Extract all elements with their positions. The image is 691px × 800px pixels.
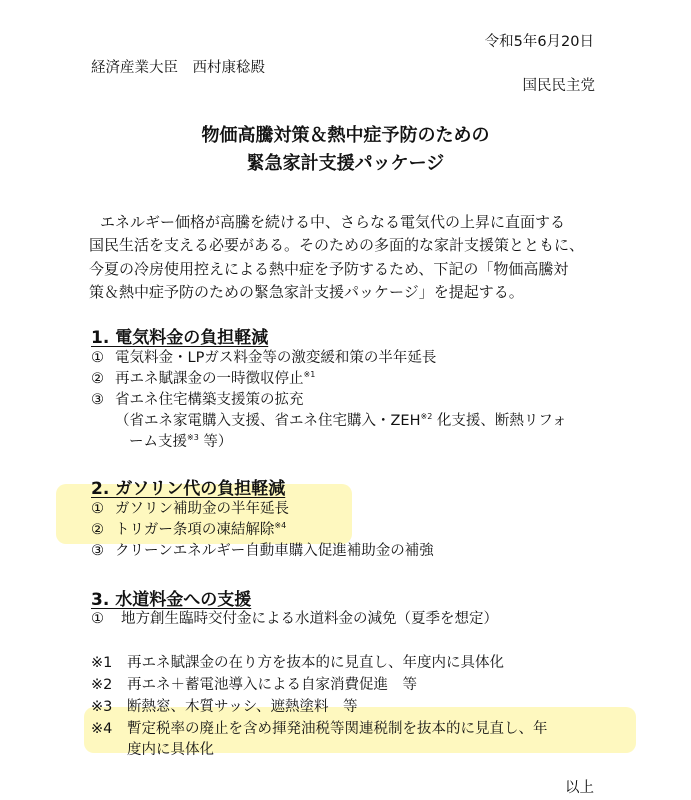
section-3-heading: 3. 水道料金への支援 — [91, 590, 252, 610]
section-1-item-3 — [91, 391, 304, 409]
addressee: 経済産業大臣 西村康稔殿 — [91, 60, 265, 76]
note-mark: ※3 — [91, 699, 113, 715]
section-1-heading: 1. 電気料金の負担軽減 — [91, 328, 269, 348]
note-mark: ※2 — [91, 677, 113, 693]
item-number: ① — [91, 611, 104, 627]
intro-line-3: 今夏の冷房使用控えによる熱中症を予防するため、下記の「物価高騰対 — [89, 260, 569, 278]
note-4 — [91, 720, 548, 738]
footnote-ref: ※3 — [187, 433, 199, 442]
section-1-item-3-detail-line2: ーム支援$^{※3}$ 等） — [129, 433, 233, 450]
item-text: 省エネ住宅構築支援策の拡充 — [115, 392, 304, 408]
item-number: ③ — [91, 543, 104, 559]
date: 令和5年6月20日 — [484, 34, 594, 50]
note-mark: ※1 — [91, 655, 113, 671]
sender: 国民民主党 — [522, 78, 595, 94]
document-title-line2: 緊急家計支援パッケージ — [246, 153, 445, 174]
note-text: 再エネ＋蓄電池導入による自家消費促進 等 — [127, 677, 417, 693]
item-number: ③ — [91, 392, 104, 408]
section-3-item-1 — [91, 610, 498, 628]
section-2-item-1 — [91, 500, 289, 518]
section-1-item-1 — [91, 349, 436, 367]
item-number: ② — [91, 522, 104, 538]
item-text: 電気料金・LPガス料金等の激変緩和策の半年延長 — [115, 350, 437, 366]
footnote-ref: ※1 — [303, 370, 316, 379]
note-4-continuation: 度内に具体化 — [127, 742, 214, 758]
item-text: ガソリン補助金の半年延長 — [115, 501, 289, 517]
item-text: 地方創生臨時交付金による水道料金の減免（夏季を想定） — [121, 611, 498, 627]
intro-line-2: 国民生活を支える必要がある。そのための多面的な家計支援策とともに、 — [89, 236, 585, 254]
note-text: 再エネ賦課金の在り方を抜本的に見直し、年度内に具体化 — [127, 655, 504, 671]
note-text: 暫定税率の廃止を含め揮発油税等関連税制を抜本的に見直し、年 — [127, 721, 548, 737]
note-1 — [91, 654, 504, 672]
footnote-ref: ※4 — [274, 521, 287, 530]
item-text: クリーンエネルギー自動車購入促進補助金の補強 — [115, 543, 434, 559]
closing-mark: 以上 — [565, 780, 594, 796]
note-mark: ※4 — [91, 721, 113, 737]
section-1-item-3-detail-line1: （省エネ家電購入支援、省エネ住宅購入・ZEH$^{※2}$ 化支援、断熱リフォ — [115, 412, 567, 429]
intro-line-4: 策＆熱中症予防のための緊急家計支援パッケージ」を提起する。 — [89, 283, 524, 301]
item-number: ① — [91, 501, 104, 517]
note-3 — [91, 698, 358, 716]
section-2-item-3 — [91, 542, 434, 560]
item-text: 再エネ賦課金の一時徴収停止 — [115, 371, 304, 387]
footnote-ref: ※2 — [420, 412, 433, 421]
document-title-line1: 物価高騰対策＆熱中症予防のための — [201, 125, 490, 146]
note-text: 断熱窓、木質サッシ、遮熱塗料 等 — [127, 699, 358, 715]
item-number: ② — [91, 371, 104, 387]
intro-line-1: エネルギー価格が高騰を続ける中、さらなる電気代の上昇に直面する — [100, 213, 566, 231]
item-number: ① — [91, 350, 104, 366]
section-1-item-2 — [91, 370, 315, 388]
item-text: トリガー条項の凍結解除 — [115, 522, 275, 538]
section-2-item-2 — [91, 521, 286, 539]
note-2 — [91, 676, 417, 694]
section-2-heading: 2. ガソリン代の負担軽減 — [91, 479, 286, 499]
